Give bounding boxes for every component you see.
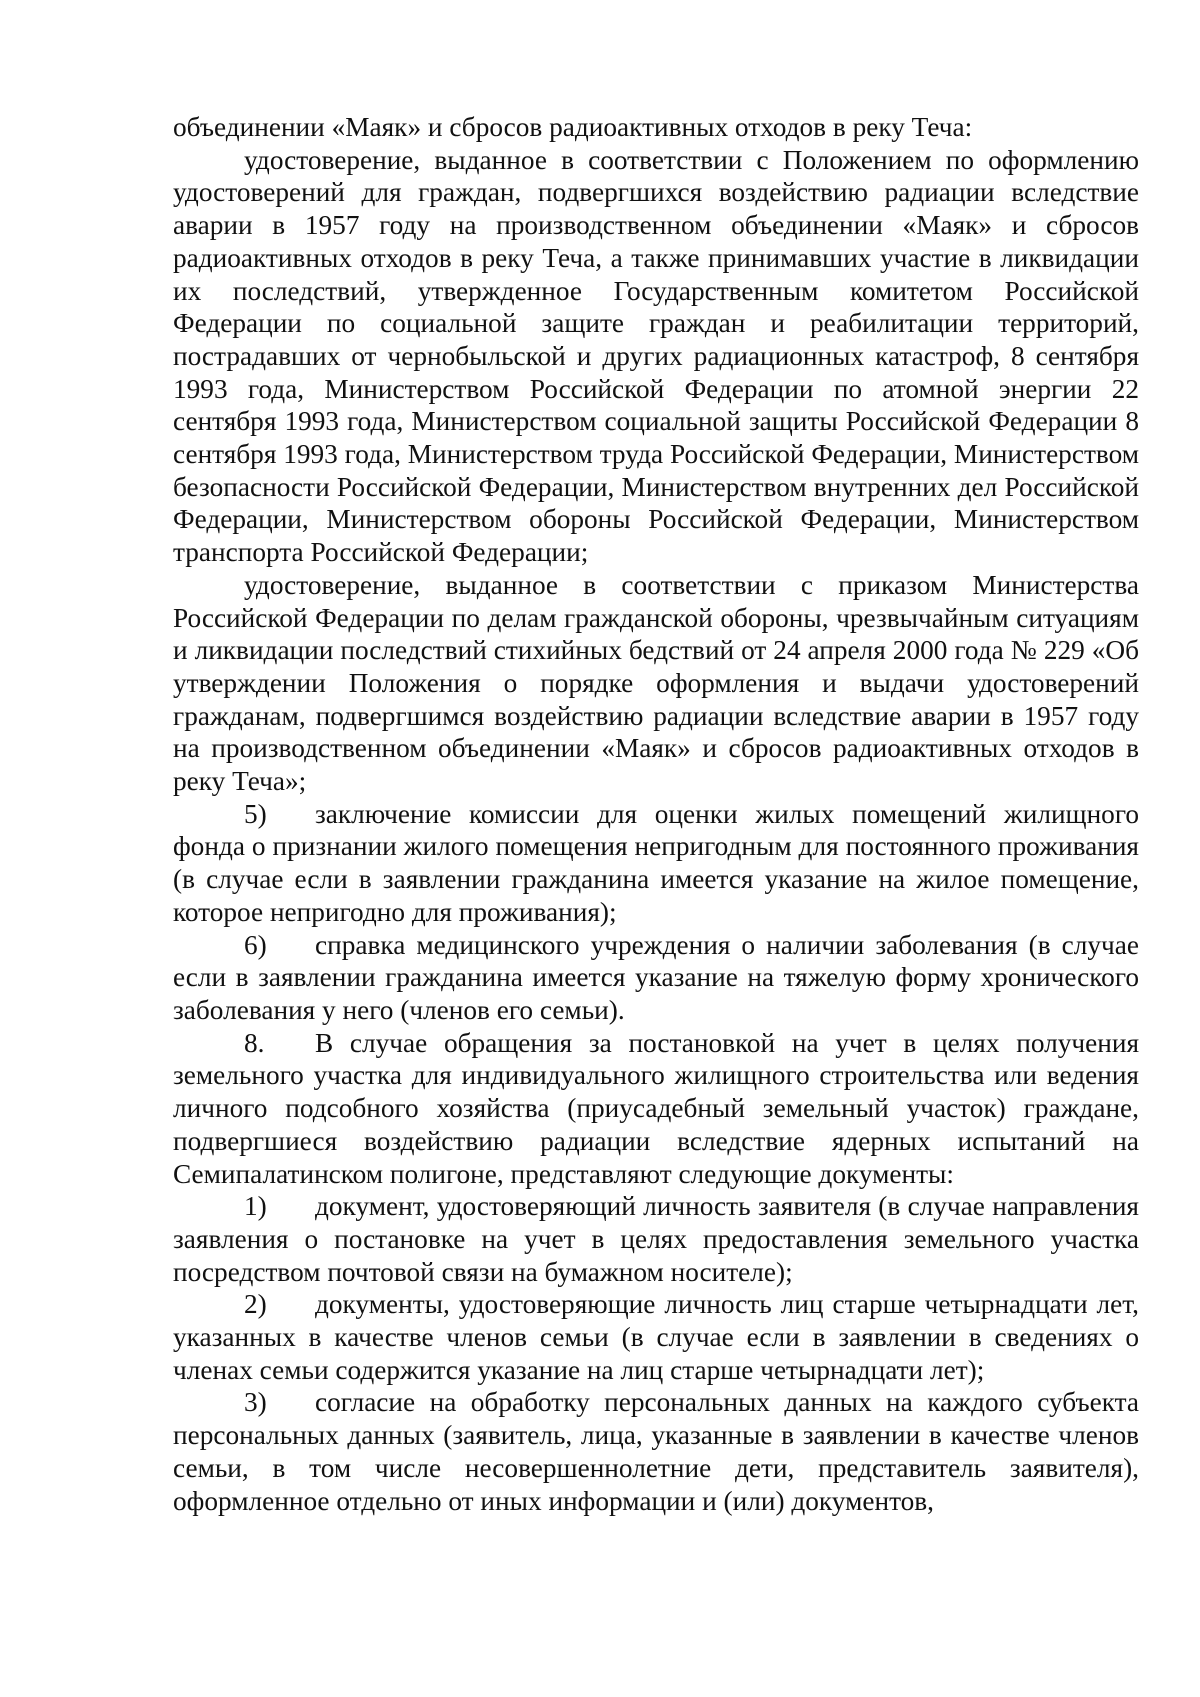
list-item-5 [173, 798, 1139, 929]
list-item-1 [173, 1190, 1139, 1288]
list-item-2 [173, 1288, 1139, 1386]
list-item-6 [173, 929, 1139, 1027]
paragraph-text: документы, удостоверяющие личность лиц старше четырнадцати лет, указанных в качестве членов семьи (в случае если в заявлении в сведениях о членах семьи содержится указание на лиц старше четырнадцати лет); [173, 1289, 1139, 1385]
paragraph-text: удостоверение, выданное в соответствии с приказом Министерства Российской Федерации по делам гражданской обороны, чрезвычайным ситуациям и ликвидации последствий стихийных бедствий от 24 апреля 2000 года № 229 «Об утверждении Положения о порядке оформления и выдачи удостоверений гражданам, подвергшимся воздействию радиации вследствие аварии в 1957 году на производственном объединении «Маяк» и сбросов радиоактивных отходов в реку Теча»; [173, 569, 1139, 797]
section-number: 8. [244, 1027, 265, 1058]
list-number: 3) [244, 1387, 267, 1418]
list-number: 1) [244, 1191, 267, 1222]
paragraph-certificate-1 [173, 144, 1139, 569]
section-8 [173, 1027, 1139, 1191]
paragraph-continuation [173, 111, 1139, 144]
paragraph-text: заключение комиссии для оценки жилых помещений жилищного фонда о признании жилого помещения непригодным для постоянного проживания (в случае если в заявлении гражданина имеется указание на жилое помещение, которое непригодно для проживания); [173, 798, 1139, 927]
paragraph-certificate-2 [173, 569, 1139, 798]
paragraph-text: согласие на обработку персональных данных на каждого субъекта персональных данных (заявитель, лица, указанные в заявлении в качестве членов семьи, в том числе несовершеннолетние дети, представитель заявителя), оформленное отдельно от иных информации и (или) документов, [173, 1387, 1139, 1516]
list-item-3 [173, 1386, 1139, 1517]
list-number: 2) [244, 1289, 267, 1320]
list-number: 5) [244, 798, 267, 829]
paragraph-text: В случае обращения за постановкой на учет в целях получения земельного участка для индивидуального жилищного строительства или ведения личного подсобного хозяйства (приусадебный земельный участок) граждане, подвергшиеся воздействию радиации вследствие ядерных испытаний на Семипалатинском полигоне, представляют следующие документы: [173, 1027, 1139, 1189]
document-page [173, 111, 1139, 1517]
paragraph-text: удостоверение, выданное в соответствии с Положением по оформлению удостоверений для граждан, подвергшихся воздействию радиации вследствие аварии в 1957 году на производственном объединении «Маяк» и сбросов радиоактивных отходов в реку Теча, а также принимавших участие в ликвидации их последствий, утвержденное Государственным комитетом Российской Федерации по социальной защите граждан и реабилитации территорий, пострадавших от чернобыльской и других радиационных катастроф, 8 сентября 1993 года, Министерством Российской Федерации по атомной энергии 22 сентября 1993 года, Министерством социальной защиты Российской Федерации 8 сентября 1993 года, Министерством труда Российской Федерации, Министерством безопасности Российской Федерации, Министерством внутренних дел Российской Федерации, Министерством обороны Российской Федерации, Министерством транспорта Российской Федерации; [173, 144, 1139, 568]
paragraph-text: объединении «Маяк» и сбросов радиоактивных отходов в реку Теча: [173, 112, 973, 142]
list-number: 6) [244, 929, 267, 960]
paragraph-text: справка медицинского учреждения о наличии заболевания (в случае если в заявлении гражданина имеется указание на тяжелую форму хронического заболевания у него (членов его семьи). [173, 929, 1139, 1025]
paragraph-text: документ, удостоверяющий личность заявителя (в случае направления заявления о постановке на учет в целях предоставления земельного участка посредством почтовой связи на бумажном носителе); [173, 1191, 1139, 1287]
